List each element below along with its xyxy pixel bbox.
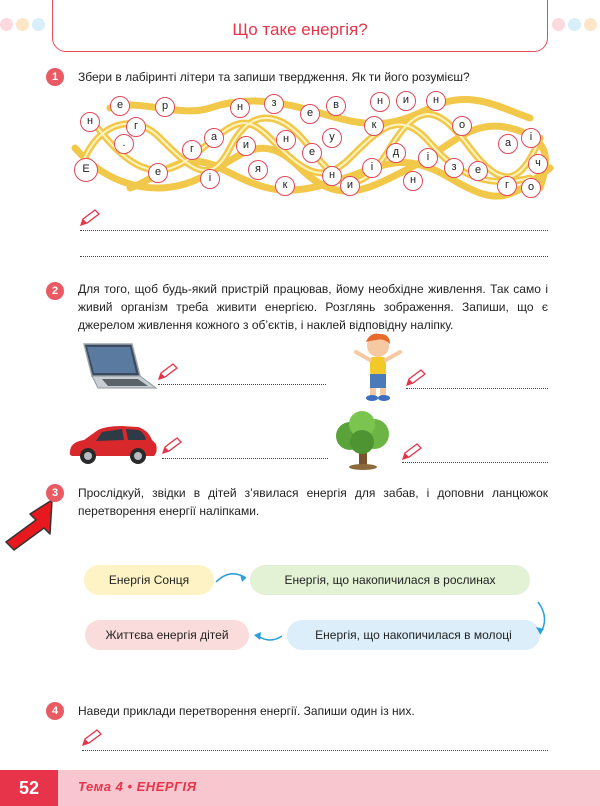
boy-image	[352, 332, 404, 402]
maze-letter: н	[230, 98, 250, 118]
maze-letter: г	[497, 176, 517, 196]
maze-letter: е	[300, 104, 320, 124]
answer-line[interactable]	[80, 256, 548, 257]
chain-sun: Енергія Сонця	[84, 565, 214, 595]
maze-letter: о	[452, 116, 472, 136]
maze-letter: е	[468, 161, 488, 181]
answer-line-boy[interactable]	[406, 388, 548, 389]
answer-line-car[interactable]	[162, 458, 328, 459]
maze-letter: и	[396, 91, 416, 111]
maze-letter: н	[426, 91, 446, 111]
answer-line[interactable]	[80, 230, 548, 231]
maze-letter: н	[403, 171, 423, 191]
pencil-icon	[404, 368, 428, 388]
chain-kids: Життєва енергія дітей	[85, 620, 249, 650]
maze-letter: ч	[528, 154, 548, 174]
chain-plants: Енергія, що накопичилася в рослинах	[250, 565, 530, 595]
task-4-text: Наведи приклади перетворення енергії. Запиши один із них.	[78, 704, 415, 718]
answer-line-laptop[interactable]	[158, 384, 326, 385]
maze-letter: р	[155, 97, 175, 117]
maze-letter: і	[418, 148, 438, 168]
maze-letter: а	[204, 128, 224, 148]
red-arrow-icon	[2, 496, 60, 554]
pencil-icon	[156, 362, 180, 382]
maze-letter: г	[182, 140, 202, 160]
answer-line[interactable]	[82, 750, 548, 751]
maze-letter: е	[110, 96, 130, 116]
maze-letter: і	[521, 128, 541, 148]
pencil-icon	[78, 208, 102, 228]
maze-letter: а	[498, 134, 518, 154]
car-image	[66, 422, 160, 466]
maze-letter: з	[444, 158, 464, 178]
maze-letter: н	[80, 112, 100, 132]
task-3-text: Прослідкуй, звідки в дітей з’явилася енергія для забав, і доповни ланцюжок перетворення енергії наліпками.	[78, 486, 548, 518]
task-1-text: Збери в лабіринті літери та запиши твердження. Як ти його розумієш?	[78, 70, 470, 84]
maze-letter: н	[370, 92, 390, 112]
maze-letter: д	[386, 143, 406, 163]
maze-letter: н	[276, 130, 296, 150]
maze-letter: е	[148, 163, 168, 183]
page-number: 52	[0, 770, 58, 806]
task-2-text: Для того, щоб будь-який пристрій працював, йому необхідне живлення. Так само і живий організм треба живити енергією. Розглянь зображення. Запиши, що є джерелом живлення кожного з об’єктів, і наклей відповідну наліпку.	[78, 282, 548, 332]
page-title: Що таке енергія?	[232, 20, 368, 39]
maze-letter: о	[521, 178, 541, 198]
laptop-image	[78, 342, 158, 392]
maze-letter: у	[322, 128, 342, 148]
chain-arrows	[200, 560, 560, 660]
pencil-icon	[80, 728, 104, 748]
pencil-icon	[400, 442, 424, 462]
chain-milk: Енергія, що накопичилася в молоці	[287, 620, 540, 650]
maze-letter: я	[248, 160, 268, 180]
task-2-number: 2	[46, 282, 64, 300]
maze-letter: н	[322, 166, 342, 186]
tree-image	[332, 410, 394, 470]
maze-letter: и	[236, 136, 256, 156]
maze-letter: к	[364, 116, 384, 136]
maze-letter: і	[200, 169, 220, 189]
maze-letter: і	[362, 158, 382, 178]
maze-letter: е	[302, 143, 322, 163]
answer-line-tree[interactable]	[402, 462, 548, 463]
task-3-number: 3	[46, 484, 64, 502]
task-1-number: 1	[46, 68, 64, 86]
maze-letter: к	[275, 176, 295, 196]
task-4-number: 4	[46, 702, 64, 720]
maze-letter: и	[340, 176, 360, 196]
pencil-icon	[160, 436, 184, 456]
maze-letter: в	[326, 96, 346, 116]
maze-letter: г	[126, 117, 146, 137]
footer-topic: Тема 4 • ЕНЕРГІЯ	[78, 779, 197, 794]
maze-letter: з	[264, 94, 284, 114]
maze-letter: Е	[74, 158, 98, 182]
maze-letter: .	[114, 134, 134, 154]
